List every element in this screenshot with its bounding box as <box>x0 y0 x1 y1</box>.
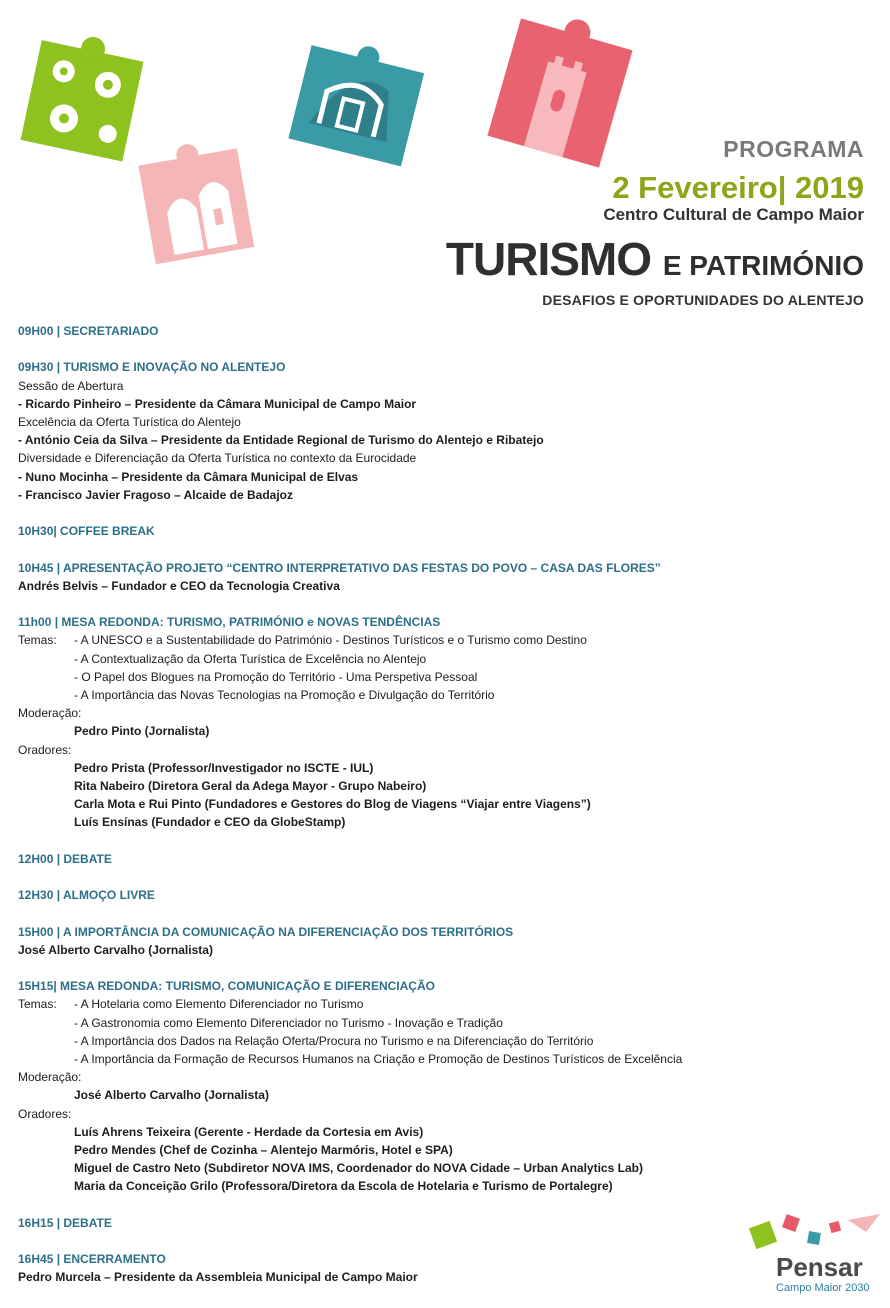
speaker: Miguel de Castro Neto (Subdiretor NOVA IMS, Coordenador do NOVA Cidade – Urban Analytics Lab) <box>74 1161 643 1176</box>
section-heading: 09H00 | SECRETARIADO <box>18 324 159 338</box>
pensar-logo-icon <box>748 1210 884 1254</box>
speaker: Luís Ahrens Teixeira (Gerente - Herdade da Cortesia em Avis) <box>74 1124 424 1139</box>
event-date: 2 Fevereiro| 2019 <box>612 170 864 205</box>
title-main: TURISMO <box>445 233 652 285</box>
topic: - A UNESCO e a Sustentabilidade do Património - Destinos Turísticos e o Turismo como Destino <box>74 633 587 648</box>
green-flower-puzzle-icon <box>18 36 148 166</box>
topic: - A Contextualização da Oferta Turística de Excelência no Alentejo <box>74 651 427 666</box>
temas-label: Temas: <box>18 997 57 1012</box>
temas-label: Temas: <box>18 633 57 648</box>
page-title <box>446 232 864 286</box>
speaker-line: José Alberto Carvalho (Jornalista) <box>18 942 213 957</box>
section-heading: 16H15 | DEBATE <box>18 1215 112 1230</box>
moderator: Pedro Pinto (Jornalista) <box>74 724 210 739</box>
speaker: Luís Ensínas (Fundador e CEO da GlobeStamp) <box>74 815 346 830</box>
speaker: Maria da Conceição Grilo (Professora/Diretora da Escola de Hotelaria e Turismo de Portalegre) <box>74 1179 613 1194</box>
speaker-line: - Francisco Javier Fragoso – Alcaide de Badajoz <box>18 487 293 502</box>
moderation-label: Moderação: <box>18 1070 82 1085</box>
topic: - A Hotelaria como Elemento Diferenciador no Turismo <box>74 997 364 1012</box>
topic: - O Papel dos Blogues na Promoção do Território - Uma Perspetiva Pessoal <box>74 669 478 684</box>
page-subtitle: DESAFIOS E OPORTUNIDADES DO ALENTEJO <box>542 292 864 308</box>
moderation-label: Moderação: <box>18 706 82 721</box>
section-heading: 10H45 | APRESENTAÇÃO PROJETO “CENTRO INTERPRETATIVO DAS FESTAS DO POVO – CASA DAS FLORES” <box>18 560 661 575</box>
speakers-label: Oradores: <box>18 742 72 757</box>
speaker-line: - Nuno Mocinha – Presidente da Câmara Municipal de Elvas <box>18 469 359 484</box>
red-castle-puzzle-icon <box>480 10 640 176</box>
title-rest: E PATRIMÓNIO <box>662 250 864 281</box>
topic-row <box>18 631 878 649</box>
logo-wordmark: Pensar <box>776 1252 863 1282</box>
logo-subtitle: Campo Maior 2030 <box>776 1282 870 1294</box>
speaker-line: - Ricardo Pinheiro – Presidente da Câmara Municipal de Campo Maior <box>18 396 417 411</box>
speaker: Carla Mota e Rui Pinto (Fundadores e Gestores do Blog de Viagens “Viajar entre Viagens”) <box>74 797 591 812</box>
topic: - A Gastronomia como Elemento Diferenciador no Turismo - Inovação e Tradição <box>74 1015 503 1030</box>
section-heading: 10H30| COFFEE BREAK <box>18 524 155 539</box>
section-heading: 11h00 | MESA REDONDA: TURISMO, PATRIMÓNIO e NOVAS TENDÊNCIAS <box>18 615 441 630</box>
program-label: PROGRAMA <box>723 136 864 162</box>
section-heading: 15H00 | A IMPORTÂNCIA DA COMUNICAÇÃO NA DIFERENCIAÇÃO DOS TERRITÓRIOS <box>18 924 514 939</box>
speaker-line: Pedro Murcela – Presidente da Assembleia Municipal de Campo Maior <box>18 1270 418 1285</box>
topic: - A Importância da Formação de Recursos Humanos na Criação e Promoção de Destinos Turísticos de Excelência <box>74 1052 683 1066</box>
program-line: Sessão de Abertura <box>18 378 124 393</box>
section-heading: 16H45 | ENCERRAMENTO <box>18 1252 166 1267</box>
section-heading: 12H00 | DEBATE <box>18 851 112 866</box>
speaker-line: - António Ceia da Silva – Presidente da Entidade Regional de Turismo do Alentejo e Ribatejo <box>18 433 544 448</box>
speakers-label: Oradores: <box>18 1106 72 1121</box>
speaker: Pedro Prista (Professor/Investigador no ISCTE - IUL) <box>74 760 374 775</box>
topic-row <box>18 995 878 1013</box>
section-heading: 15H15| MESA REDONDA: TURISMO, COMUNICAÇÃO E DIFERENCIAÇÃO <box>18 979 435 994</box>
teal-monument-puzzle-icon <box>284 44 430 170</box>
speaker: Pedro Mendes (Chef de Cozinha – Alentejo Marmóris, Hotel e SPA) <box>74 1143 453 1158</box>
program-line: Diversidade e Diferenciação da Oferta Turística no contexto da Eurocidade <box>18 451 417 466</box>
venue: Centro Cultural de Campo Maior <box>603 205 864 224</box>
speaker: Rita Nabeiro (Diretora Geral da Adega Mayor - Grupo Nabeiro) <box>74 779 427 794</box>
section-heading: 12H30 | ALMOÇO LIVRE <box>18 888 155 903</box>
topic: - A Importância dos Dados na Relação Oferta/Procura no Turismo e na Diferenciação do Território <box>74 1033 594 1048</box>
program-line: Excelência da Oferta Turística do Alentejo <box>18 415 241 429</box>
moderator: José Alberto Carvalho (Jornalista) <box>74 1088 269 1103</box>
pink-church-puzzle-icon <box>136 138 260 270</box>
speaker-line: Andrés Belvis – Fundador e CEO da Tecnologia Creativa <box>18 578 340 593</box>
section-heading: 09H30 | TURISMO E INOVAÇÃO NO ALENTEJO <box>18 360 286 375</box>
topic: - A Importância das Novas Tecnologias na Promoção e Divulgação do Território <box>74 688 495 702</box>
program-list <box>18 322 878 1287</box>
